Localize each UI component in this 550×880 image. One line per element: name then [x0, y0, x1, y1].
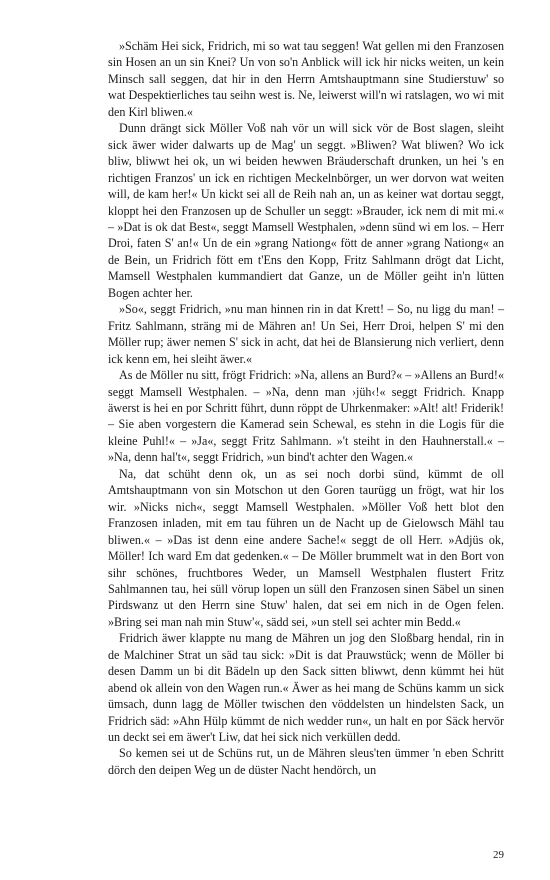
paragraph: Na, dat schüht denn ok, un as sei noch dorbi sünd, kümmt de oll Amtshauptmann von sin Motschon ut den Goren taurügg un frögt, wat hir los wir. »Nicks nich«, seggt Mamsell Westphalen. »Möller Voß hett blot den Franzosen inladen, mit em tau führen un de Nacht up de Gielowsch Mähl tau bliwen.« – »Das ist denn eine andere Sache!« seggt de oll Herr. »Adjüs ok, Möller! Ich ward Em dat gedenken.« – De Möller brummelt wat in den Bort von sihr schönes, fruchtbores Weder, un Mamsell Westphalen flustert Fritz Sahlmannen tau, hei süll vörup lopen un süll den Franzosen sinen Säbel un sinen Pirdswanz ut den Herrn sine Stuw' halen, dat sei em nich in de Ogen felen. »Bring sei man nah min Stuw'«, sädd sei, »un stell sei achter min Bedd.« — [108, 466, 504, 629]
paragraph: Dunn drängt sick Möller Voß nah vör un will sick vör de Bost slagen, sleiht sick äwer wider dalwarts up de Mag' un seggt. »Bliwen? Wat bliwen? Wo ick bliw, bliwwt hei ok, un wi beiden hewwen Bräuderschaft drunken, un hei 's en richtigen Franzos' un ick en richtigen Meckelnbörger, un wer dorvon wat weiten will, de kam her!« Un kickt sei all de Reih nah an, un as keiner wat dortau seggt, kloppt hei den Franzosen up de Schuller un seggt: »Brauder, ick nem di mit mi.« – »Dat is ok dat Best«, seggt Mamsell Westphalen, »denn sünd wi em los. – Herr Droi, faten S' an!« Un de ein »grang Nationg« fött de anner »grang Nationg« an de Bein, un Fridrich fött em t'Ens den Kopp, Fritz Sahlmann drögt dat Licht, Mamsell Westphalen kummandiert dat Ganze, un de Möller geiht in'n lütten Bogen achter her. — [108, 121, 504, 300]
paragraph: So kemen sei ut de Schüns rut, un de Mähren sleus'ten ümmer 'n eben Schritt dörch den deipen Weg un de düster Nacht hendörch, un — [108, 746, 504, 777]
paragraph: »So«, seggt Fridrich, »nu man hinnen rin in dat Krett! – So, nu ligg du man! – Fritz Sahlmann, sträng mi de Mähren an! Un Sei, Herr Droi, helpen S' mi den Möller rup; äwer nemen S' sick in acht, dat hei de Blansierung nich verliert, denn ick kenn em, hei sleiht äwer.« — [108, 302, 504, 366]
paragraph: As de Möller nu sitt, frögt Fridrich: »Na, allens an Burd?« – »Allens an Burd!« seggt Mamsell Westphalen. – »Na, denn man ›jüh‹!« seggt Fridrich. Knapp äwerst is hei en por Schritt führt, dunn röppt de Uhrkenmaker: »Alt! alt! Friderik! – Sie aben vorgestern die Kamerad sein Schewal, es stehn in die Logis für die kleine Puhl!« – »Ja«, seggt Fritz Sahlmann. »'t steiht in den Hauhnerstall.« – »Na, denn hal't«, seggt Fridrich, »un bind't achter den Wagen.« — [108, 368, 504, 465]
paragraph: »Schäm Hei sick, Fridrich, mi so wat tau seggen! Wat gellen mi den Franzosen sin Hosen an un sin Knei? Un von so'n Anblick will ick hir nicks weiten, un kein Minsch sall seggen, dat hir in den Herrn Amtshauptmann sine Studierstuw' so wat Despektierliches tau seihn west is. Ne, leiwerst will'n wi ratslagen, wo wi mit den Kirl bliwen.« — [108, 39, 504, 119]
body-text — [108, 38, 504, 778]
page-number: 29 — [493, 849, 504, 861]
paragraph: Fridrich äwer klappte nu mang de Mähren un jog den Sloßbarg hendal, rin in de Malchiner Strat un säd tau sick: »Dit is dat Prauwstück; wenn de Möller bi desen Damm un bi dit Bädeln up den Sack sitten bliwwt, denn kümmt hei hüt abend ok allein von den Wagen run.« Äwer as hei mang de Schüns kamm un sick ümsach, dunn lagg de Möller twischen den vöddelsten un hindelsten Sack, un Fridrich säd: »Ahn Hülp kümmt de nich wedder run«, un halt en por Säck hervör un deckt sei em äwer't Liw, dat hei sick nich verküllen dedd. — [108, 631, 504, 745]
